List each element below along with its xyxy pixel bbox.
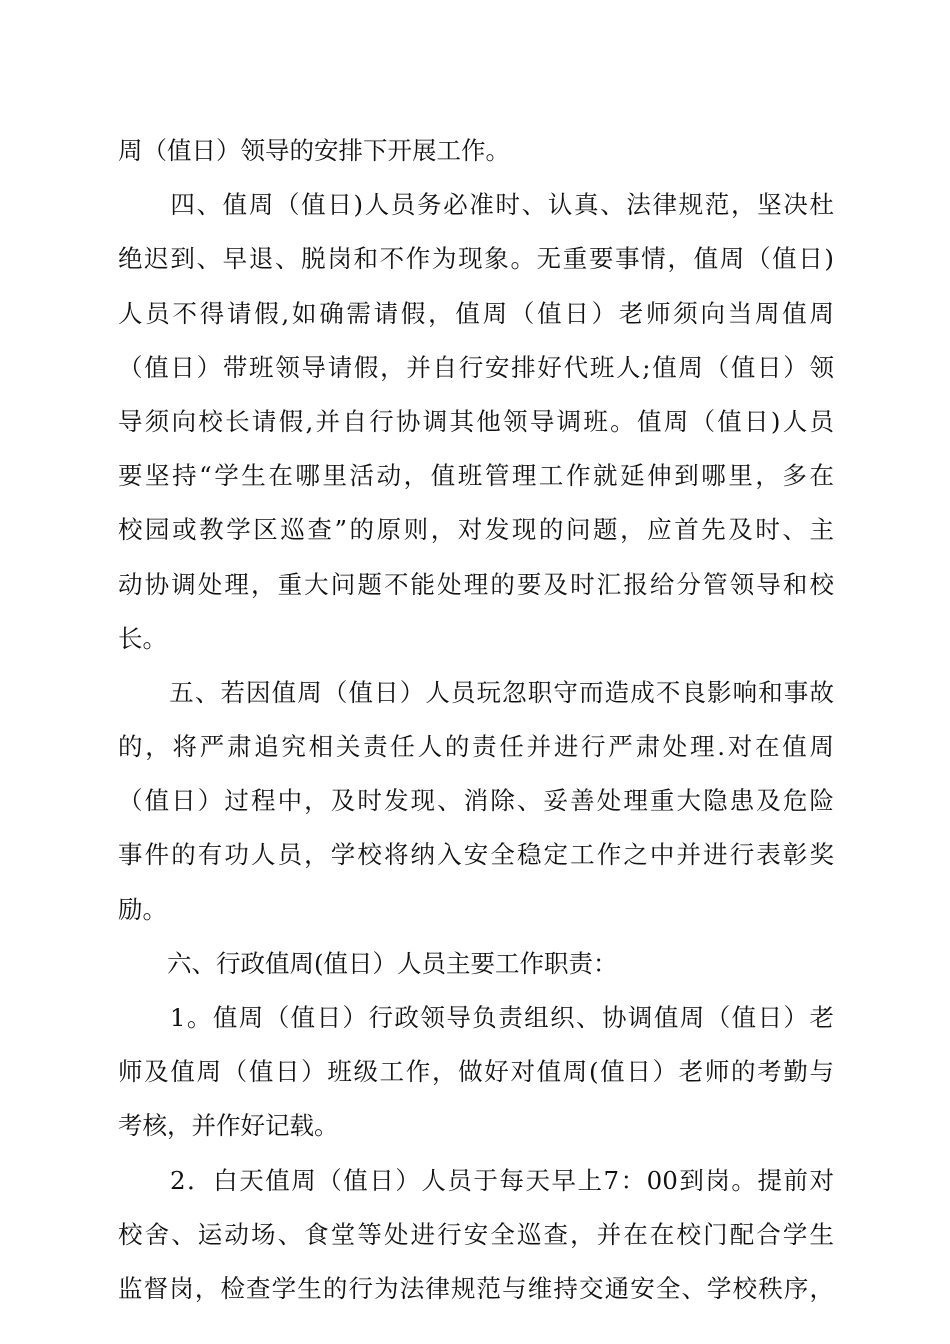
- text-line: 四、值周（值日)人员务必准时、认真、法律规范，坚决杜: [118, 190, 834, 220]
- text-line: 2．白天值周（值日）人员于每天早上7：00到岗。提前对: [118, 1165, 834, 1195]
- text-line: （值日）带班领导请假，并自行安排好代班人;值周（值日）领: [118, 352, 834, 382]
- text-line: 要坚持“学生在哪里活动，值班管理工作就延伸到哪里，多在: [118, 461, 834, 491]
- body-text: [118, 124, 834, 1316]
- text-line: 六、行政值周(值日）人员主要工作职责：: [118, 948, 618, 978]
- text-line: 长。: [118, 623, 167, 653]
- text-line: 导须向校长请假,并自行协调其他领导调班。值周（值日)人员: [118, 406, 834, 436]
- text-line: 绝迟到、早退、脱岗和不作为现象。无重要事情，值周（值日): [118, 244, 834, 274]
- text-line: 师及值周（值日）班级工作，做好对值周(值日）老师的考勤与: [118, 1057, 834, 1087]
- text-line: 五、若因值周（值日）人员玩忽职守而造成不良影响和事故: [118, 677, 834, 707]
- text-line: 考核，并作好记载。: [118, 1111, 339, 1141]
- text-line: 人员不得请假,如确需请假，值周（值日）老师须向当周值周: [118, 298, 834, 328]
- text-line: （值日）过程中，及时发现、消除、妥善处理重大隐患及危险: [118, 786, 834, 816]
- text-line: 周（值日）领导的安排下开展工作。: [118, 136, 510, 165]
- text-line: 监督岗，检查学生的行为法律规范与维持交通安全、学校秩序，: [118, 1273, 834, 1303]
- text-line: 励。: [118, 894, 167, 924]
- text-line: 的，将严肃追究相关责任人的责任并进行严肃处理.对在值周: [118, 732, 834, 762]
- text-line: 校园或教学区巡查”的原则，对发现的问题，应首先及时、主: [118, 515, 834, 545]
- text-line: 事件的有功人员，学校将纳入安全稳定工作之中并进行表彰奖: [118, 840, 834, 870]
- text-line: 校舍、运动场、食堂等处进行安全巡查，并在在校门配合学生: [118, 1219, 834, 1249]
- text-line: 1。值周（值日）行政领导负责组织、协调值周（值日）老: [118, 1003, 834, 1032]
- text-line: 动协调处理，重大问题不能处理的要及时汇报给分管领导和校: [118, 569, 834, 599]
